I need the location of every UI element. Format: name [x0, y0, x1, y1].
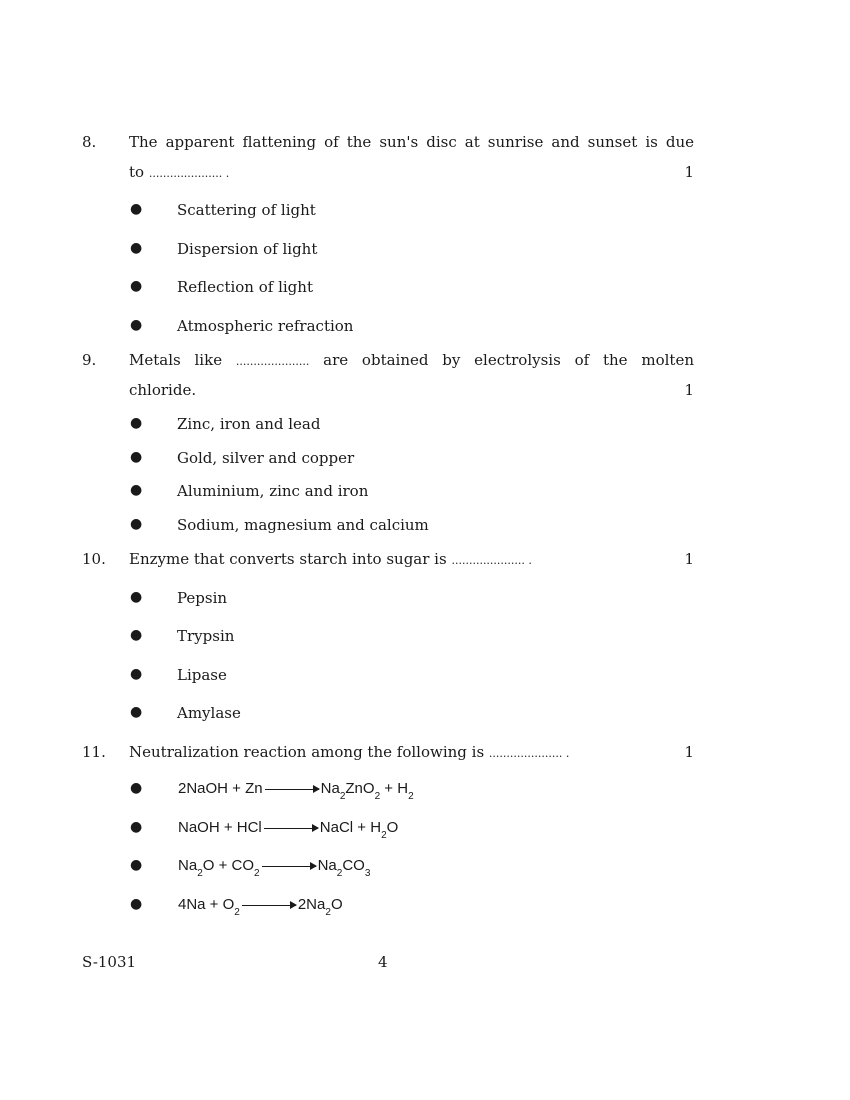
- option-text: Reflection of light: [177, 278, 313, 296]
- bullet-icon: ●: [130, 317, 143, 333]
- bullet-icon: ●: [130, 819, 143, 835]
- option-text: Dispersion of light: [177, 240, 318, 258]
- question-text: are obtained by electrolysis of the molten: [323, 351, 694, 369]
- bullet-icon: ●: [130, 415, 143, 431]
- bullet-icon: ●: [130, 627, 143, 643]
- option-text: Aluminium, zinc and iron: [177, 482, 369, 500]
- bullet-icon: ●: [130, 666, 143, 682]
- option-text: Trypsin: [177, 627, 235, 645]
- equation-part: NaCl + H: [319, 819, 382, 836]
- equation-part: Na: [317, 857, 337, 874]
- question-text-line2: [129, 163, 694, 181]
- question-number: 10.: [82, 550, 106, 568]
- arrow-icon: [242, 905, 296, 906]
- question-text: Neutralization reaction among the following is: [129, 743, 485, 761]
- answer-blank: ..................... .: [488, 747, 570, 760]
- option-text: Zinc, iron and lead: [177, 415, 321, 433]
- question-marks: 1: [684, 550, 694, 568]
- subscript: 3: [364, 868, 371, 879]
- question-text: Metals like: [129, 351, 223, 369]
- question-text: to: [129, 163, 145, 181]
- subscript: 2: [336, 868, 343, 879]
- equation-part: + H: [380, 780, 409, 797]
- bullet-icon: ●: [130, 240, 143, 256]
- equation-part: O + CO: [202, 857, 255, 874]
- question-text-line1: The apparent flattening of the sun's disc at sunrise and sunset is due: [129, 133, 694, 151]
- bullet-icon: ●: [130, 516, 143, 532]
- equation-part: O: [330, 896, 343, 913]
- answer-blank: ..................... .: [451, 554, 532, 567]
- question-text-line1: [129, 550, 694, 568]
- equation: [178, 819, 399, 841]
- bullet-icon: ●: [130, 896, 143, 912]
- equation-part: 2Na: [297, 896, 326, 913]
- option-text: Amylase: [177, 704, 241, 722]
- bullet-icon: ●: [130, 857, 143, 873]
- arrow-icon: [264, 828, 318, 829]
- arrow-icon: [265, 789, 319, 790]
- question-text-line2: chloride.: [129, 381, 197, 399]
- bullet-icon: ●: [130, 278, 143, 294]
- bullet-icon: ●: [130, 201, 143, 217]
- bullet-icon: ●: [130, 704, 143, 720]
- equation-part: CO: [342, 857, 365, 874]
- question-number: 11.: [82, 743, 106, 761]
- equation-part: 2NaOH + Zn: [178, 780, 263, 797]
- question-marks: 1: [684, 381, 694, 399]
- option-text: Lipase: [177, 666, 227, 684]
- question-marks: 1: [684, 743, 694, 761]
- subscript: 2: [325, 907, 331, 918]
- equation: [178, 780, 414, 802]
- equation: [178, 857, 371, 879]
- subscript: 2: [254, 868, 260, 879]
- option-text: Atmospheric refraction: [177, 317, 354, 335]
- subscript: 2: [339, 791, 346, 802]
- subscript: 2: [197, 868, 203, 879]
- option-text: Scattering of light: [177, 201, 316, 219]
- equation-part: Na: [178, 857, 198, 874]
- question-text-line1: [129, 351, 694, 369]
- subscript: 2: [381, 830, 387, 841]
- equation-part: 4Na + O: [178, 896, 235, 913]
- answer-blank: ..................... .: [148, 167, 230, 180]
- option-text: Pepsin: [177, 589, 228, 607]
- subscript: 2: [408, 791, 414, 802]
- arrow-icon: [262, 866, 316, 867]
- equation-part: O: [386, 819, 399, 836]
- footer-page-number: 4: [378, 953, 388, 971]
- bullet-icon: ●: [130, 589, 143, 605]
- equation-part: Na: [320, 780, 340, 797]
- equation: [178, 896, 343, 918]
- option-text: Sodium, magnesium and calcium: [177, 516, 429, 534]
- bullet-icon: ●: [130, 482, 143, 498]
- option-text: Gold, silver and copper: [177, 449, 355, 467]
- equation-part: ZnO: [345, 780, 375, 797]
- answer-blank: .....................: [235, 355, 310, 368]
- question-text: Enzyme that converts starch into sugar is: [129, 550, 447, 568]
- subscript: 2: [374, 791, 381, 802]
- subscript: 2: [234, 907, 240, 918]
- question-number: 9.: [82, 351, 97, 369]
- question-text-line1: [129, 743, 694, 761]
- bullet-icon: ●: [130, 780, 143, 796]
- question-marks: 1: [684, 163, 694, 181]
- bullet-icon: ●: [130, 449, 143, 465]
- footer-paper-code: S-1031: [82, 953, 137, 971]
- question-number: 8.: [82, 133, 97, 151]
- equation-part: NaOH + HCl: [178, 819, 262, 836]
